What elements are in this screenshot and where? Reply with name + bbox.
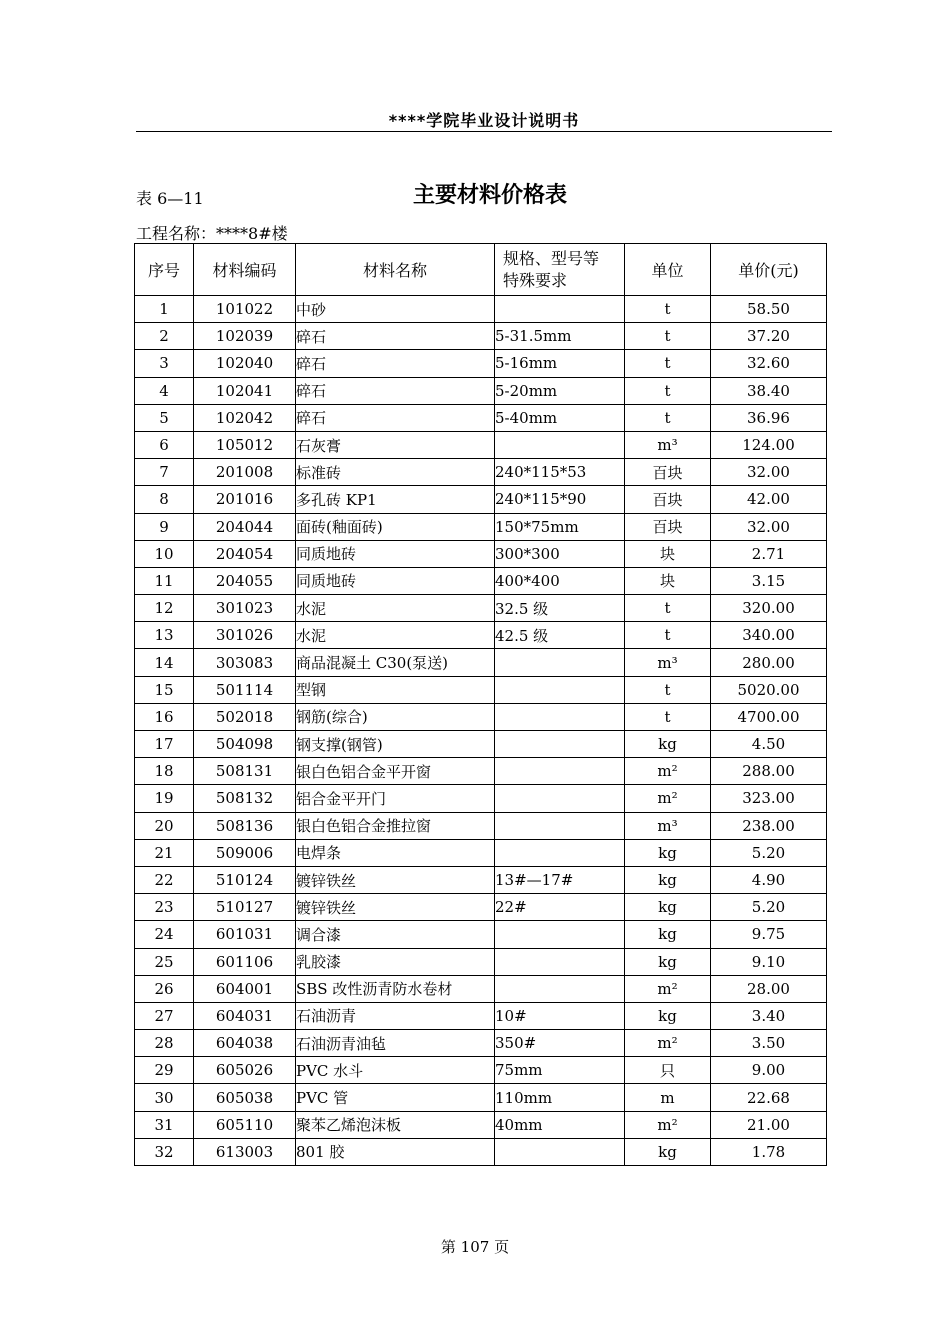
cell-unit: kg xyxy=(625,731,711,758)
cell-price: 124.00 xyxy=(711,431,827,458)
column-header-spec xyxy=(495,244,625,296)
cell-code: 102040 xyxy=(194,350,296,377)
cell-price: 4.50 xyxy=(711,731,827,758)
cell-code: 102042 xyxy=(194,404,296,431)
cell-price: 5.20 xyxy=(711,839,827,866)
cell-unit: m² xyxy=(625,975,711,1002)
cell-name: 镀锌铁丝 xyxy=(296,866,495,893)
cell-code: 601031 xyxy=(194,921,296,948)
cell-no: 10 xyxy=(135,540,194,567)
cell-price: 9.00 xyxy=(711,1057,827,1084)
cell-code: 604031 xyxy=(194,1002,296,1029)
table-row xyxy=(135,758,827,785)
table-row xyxy=(135,731,827,758)
cell-name: 石油沥青油毡 xyxy=(296,1030,495,1057)
cell-name: 银白色铝合金平开窗 xyxy=(296,758,495,785)
cell-price: 32.00 xyxy=(711,459,827,486)
table-row xyxy=(135,350,827,377)
cell-no: 13 xyxy=(135,622,194,649)
cell-price: 3.50 xyxy=(711,1030,827,1057)
cell-unit: 百块 xyxy=(625,459,711,486)
cell-code: 204054 xyxy=(194,540,296,567)
cell-spec xyxy=(495,431,625,458)
cell-no: 15 xyxy=(135,676,194,703)
cell-spec: 13#—17# xyxy=(495,866,625,893)
cell-spec xyxy=(495,296,625,323)
table-row xyxy=(135,1030,827,1057)
cell-price: 288.00 xyxy=(711,758,827,785)
cell-price: 9.75 xyxy=(711,921,827,948)
cell-price: 1.78 xyxy=(711,1138,827,1165)
cell-code: 101022 xyxy=(194,296,296,323)
cell-name: 碎石 xyxy=(296,323,495,350)
cell-spec xyxy=(495,921,625,948)
cell-spec xyxy=(495,758,625,785)
table-row xyxy=(135,839,827,866)
cell-no: 18 xyxy=(135,758,194,785)
table-row xyxy=(135,921,827,948)
cell-name: 石油沥青 xyxy=(296,1002,495,1029)
cell-price: 38.40 xyxy=(711,377,827,404)
table-row xyxy=(135,404,827,431)
project-name: ****8#楼 xyxy=(216,224,288,243)
table-row xyxy=(135,1084,827,1111)
table-number: 表 6—11 xyxy=(136,189,204,208)
document-title: 主要材料价格表 xyxy=(412,183,567,208)
cell-no: 4 xyxy=(135,377,194,404)
table-row xyxy=(135,1111,827,1138)
cell-spec: 110mm xyxy=(495,1084,625,1111)
cell-code: 604001 xyxy=(194,975,296,1002)
cell-price: 323.00 xyxy=(711,785,827,812)
cell-no: 7 xyxy=(135,459,194,486)
cell-no: 32 xyxy=(135,1138,194,1165)
cell-price: 2.71 xyxy=(711,540,827,567)
cell-unit: m xyxy=(625,1084,711,1111)
cell-spec: 40mm xyxy=(495,1111,625,1138)
cell-price: 5.20 xyxy=(711,894,827,921)
cell-unit: t xyxy=(625,622,711,649)
cell-unit: m² xyxy=(625,785,711,812)
page-number: 第 107 页 xyxy=(440,1238,510,1256)
cell-no: 20 xyxy=(135,812,194,839)
header-rule xyxy=(136,131,832,132)
project-line xyxy=(136,221,288,244)
cell-spec: 350# xyxy=(495,1030,625,1057)
cell-price: 9.10 xyxy=(711,948,827,975)
cell-unit: t xyxy=(625,377,711,404)
cell-unit: t xyxy=(625,323,711,350)
cell-no: 8 xyxy=(135,486,194,513)
cell-price: 238.00 xyxy=(711,812,827,839)
cell-unit: t xyxy=(625,676,711,703)
cell-code: 605026 xyxy=(194,1057,296,1084)
project-label: 工程名称： xyxy=(136,224,217,243)
cell-price: 340.00 xyxy=(711,622,827,649)
cell-unit: 块 xyxy=(625,540,711,567)
table-row xyxy=(135,296,827,323)
cell-spec: 5-16mm xyxy=(495,350,625,377)
cell-name: 电焊条 xyxy=(296,839,495,866)
table-row xyxy=(135,676,827,703)
cell-name: PVC 管 xyxy=(296,1084,495,1111)
table-row xyxy=(135,1002,827,1029)
column-header-unit: 单位 xyxy=(625,244,711,296)
cell-unit: kg xyxy=(625,921,711,948)
header-title: ****学院毕业设计说明书 xyxy=(388,111,580,130)
cell-spec xyxy=(495,812,625,839)
table-row xyxy=(135,975,827,1002)
cell-no: 3 xyxy=(135,350,194,377)
cell-spec xyxy=(495,975,625,1002)
cell-unit: kg xyxy=(625,948,711,975)
cell-code: 105012 xyxy=(194,431,296,458)
cell-code: 510127 xyxy=(194,894,296,921)
cell-unit: t xyxy=(625,296,711,323)
column-header-spec-line2: 特殊要求 xyxy=(503,270,568,290)
table-header-row xyxy=(135,244,827,296)
cell-code: 501114 xyxy=(194,676,296,703)
cell-no: 22 xyxy=(135,866,194,893)
cell-no: 12 xyxy=(135,595,194,622)
cell-no: 28 xyxy=(135,1030,194,1057)
cell-no: 24 xyxy=(135,921,194,948)
cell-code: 510124 xyxy=(194,866,296,893)
cell-price: 32.60 xyxy=(711,350,827,377)
cell-price: 36.96 xyxy=(711,404,827,431)
cell-code: 102039 xyxy=(194,323,296,350)
cell-price: 4700.00 xyxy=(711,703,827,730)
cell-code: 201008 xyxy=(194,459,296,486)
cell-spec xyxy=(495,703,625,730)
cell-code: 201016 xyxy=(194,486,296,513)
cell-name: 碎石 xyxy=(296,350,495,377)
cell-price: 280.00 xyxy=(711,649,827,676)
cell-unit: kg xyxy=(625,1138,711,1165)
cell-name: 中砂 xyxy=(296,296,495,323)
cell-unit: kg xyxy=(625,894,711,921)
table-row xyxy=(135,431,827,458)
table-row xyxy=(135,1057,827,1084)
cell-unit: m² xyxy=(625,758,711,785)
cell-name: 面砖(釉面砖) xyxy=(296,513,495,540)
cell-spec: 42.5 级 xyxy=(495,622,625,649)
cell-no: 14 xyxy=(135,649,194,676)
cell-price: 28.00 xyxy=(711,975,827,1002)
cell-name: 同质地砖 xyxy=(296,567,495,594)
cell-spec: 240*115*53 xyxy=(495,459,625,486)
cell-unit: t xyxy=(625,595,711,622)
cell-code: 601106 xyxy=(194,948,296,975)
cell-no: 5 xyxy=(135,404,194,431)
cell-name: 碎石 xyxy=(296,404,495,431)
table-body xyxy=(135,296,827,1166)
cell-unit: m² xyxy=(625,1111,711,1138)
cell-price: 21.00 xyxy=(711,1111,827,1138)
cell-name: 铝合金平开门 xyxy=(296,785,495,812)
cell-unit: 只 xyxy=(625,1057,711,1084)
cell-name: 银白色铝合金推拉窗 xyxy=(296,812,495,839)
column-header-code: 材料编码 xyxy=(194,244,296,296)
cell-unit: 百块 xyxy=(625,486,711,513)
cell-name: 钢支撑(钢管) xyxy=(296,731,495,758)
cell-no: 26 xyxy=(135,975,194,1002)
cell-unit: t xyxy=(625,703,711,730)
cell-spec: 150*75mm xyxy=(495,513,625,540)
cell-price: 3.40 xyxy=(711,1002,827,1029)
cell-spec xyxy=(495,948,625,975)
cell-price: 32.00 xyxy=(711,513,827,540)
table-row xyxy=(135,894,827,921)
cell-code: 502018 xyxy=(194,703,296,730)
cell-name: 石灰膏 xyxy=(296,431,495,458)
cell-price: 320.00 xyxy=(711,595,827,622)
cell-no: 9 xyxy=(135,513,194,540)
cell-code: 508132 xyxy=(194,785,296,812)
cell-no: 11 xyxy=(135,567,194,594)
table-row xyxy=(135,622,827,649)
cell-no: 2 xyxy=(135,323,194,350)
cell-name: 多孔砖 KP1 xyxy=(296,486,495,513)
cell-unit: kg xyxy=(625,839,711,866)
cell-unit: t xyxy=(625,350,711,377)
cell-spec xyxy=(495,649,625,676)
cell-code: 604038 xyxy=(194,1030,296,1057)
table-row xyxy=(135,513,827,540)
cell-name: PVC 水斗 xyxy=(296,1057,495,1084)
cell-spec xyxy=(495,785,625,812)
cell-code: 204044 xyxy=(194,513,296,540)
cell-code: 301023 xyxy=(194,595,296,622)
cell-price: 5020.00 xyxy=(711,676,827,703)
cell-spec xyxy=(495,839,625,866)
cell-code: 605110 xyxy=(194,1111,296,1138)
cell-no: 31 xyxy=(135,1111,194,1138)
cell-spec xyxy=(495,1138,625,1165)
cell-price: 22.68 xyxy=(711,1084,827,1111)
cell-no: 21 xyxy=(135,839,194,866)
cell-price: 3.15 xyxy=(711,567,827,594)
cell-spec: 22# xyxy=(495,894,625,921)
cell-unit: m³ xyxy=(625,812,711,839)
cell-no: 23 xyxy=(135,894,194,921)
cell-name: 801 胶 xyxy=(296,1138,495,1165)
cell-unit: m³ xyxy=(625,649,711,676)
cell-spec: 240*115*90 xyxy=(495,486,625,513)
cell-spec: 300*300 xyxy=(495,540,625,567)
column-header-no: 序号 xyxy=(135,244,194,296)
cell-code: 509006 xyxy=(194,839,296,866)
cell-code: 204055 xyxy=(194,567,296,594)
cell-unit: t xyxy=(625,404,711,431)
cell-name: 镀锌铁丝 xyxy=(296,894,495,921)
cell-name: 同质地砖 xyxy=(296,540,495,567)
column-header-price: 单价(元) xyxy=(711,244,827,296)
cell-spec: 75mm xyxy=(495,1057,625,1084)
table-row xyxy=(135,377,827,404)
cell-spec: 5-31.5mm xyxy=(495,323,625,350)
cell-price: 37.20 xyxy=(711,323,827,350)
cell-code: 301026 xyxy=(194,622,296,649)
cell-spec xyxy=(495,676,625,703)
table-row xyxy=(135,323,827,350)
cell-code: 508136 xyxy=(194,812,296,839)
cell-name: 聚苯乙烯泡沫板 xyxy=(296,1111,495,1138)
cell-name: SBS 改性沥青防水卷材 xyxy=(296,975,495,1002)
cell-code: 102041 xyxy=(194,377,296,404)
column-header-spec-line1: 规格、型号等 xyxy=(503,248,600,268)
cell-no: 16 xyxy=(135,703,194,730)
cell-unit: m³ xyxy=(625,431,711,458)
table-row xyxy=(135,812,827,839)
cell-unit: kg xyxy=(625,866,711,893)
cell-spec: 10# xyxy=(495,1002,625,1029)
cell-name: 水泥 xyxy=(296,595,495,622)
table-row xyxy=(135,486,827,513)
cell-unit: kg xyxy=(625,1002,711,1029)
cell-price: 58.50 xyxy=(711,296,827,323)
cell-no: 1 xyxy=(135,296,194,323)
table-row xyxy=(135,1138,827,1165)
cell-name: 水泥 xyxy=(296,622,495,649)
cell-price: 42.00 xyxy=(711,486,827,513)
price-table xyxy=(134,243,827,1166)
cell-price: 4.90 xyxy=(711,866,827,893)
column-header-name: 材料名称 xyxy=(296,244,495,296)
table-row xyxy=(135,785,827,812)
table-row xyxy=(135,948,827,975)
cell-name: 型钢 xyxy=(296,676,495,703)
cell-spec: 5-20mm xyxy=(495,377,625,404)
table-row xyxy=(135,649,827,676)
cell-name: 调合漆 xyxy=(296,921,495,948)
table-row xyxy=(135,567,827,594)
cell-name: 标准砖 xyxy=(296,459,495,486)
cell-code: 303083 xyxy=(194,649,296,676)
cell-spec: 400*400 xyxy=(495,567,625,594)
cell-no: 6 xyxy=(135,431,194,458)
table-row xyxy=(135,866,827,893)
cell-code: 508131 xyxy=(194,758,296,785)
cell-name: 钢筋(综合) xyxy=(296,703,495,730)
table-row xyxy=(135,595,827,622)
cell-unit: m² xyxy=(625,1030,711,1057)
cell-no: 30 xyxy=(135,1084,194,1111)
cell-name: 商品混凝土 C30(泵送) xyxy=(296,649,495,676)
cell-no: 29 xyxy=(135,1057,194,1084)
cell-code: 613003 xyxy=(194,1138,296,1165)
table-row xyxy=(135,703,827,730)
cell-code: 504098 xyxy=(194,731,296,758)
cell-code: 605038 xyxy=(194,1084,296,1111)
cell-no: 19 xyxy=(135,785,194,812)
cell-no: 17 xyxy=(135,731,194,758)
cell-spec: 32.5 级 xyxy=(495,595,625,622)
table-row xyxy=(135,540,827,567)
cell-no: 25 xyxy=(135,948,194,975)
cell-name: 乳胶漆 xyxy=(296,948,495,975)
cell-spec: 5-40mm xyxy=(495,404,625,431)
table-row xyxy=(135,459,827,486)
cell-unit: 百块 xyxy=(625,513,711,540)
cell-no: 27 xyxy=(135,1002,194,1029)
cell-name: 碎石 xyxy=(296,377,495,404)
cell-spec xyxy=(495,731,625,758)
cell-unit: 块 xyxy=(625,567,711,594)
